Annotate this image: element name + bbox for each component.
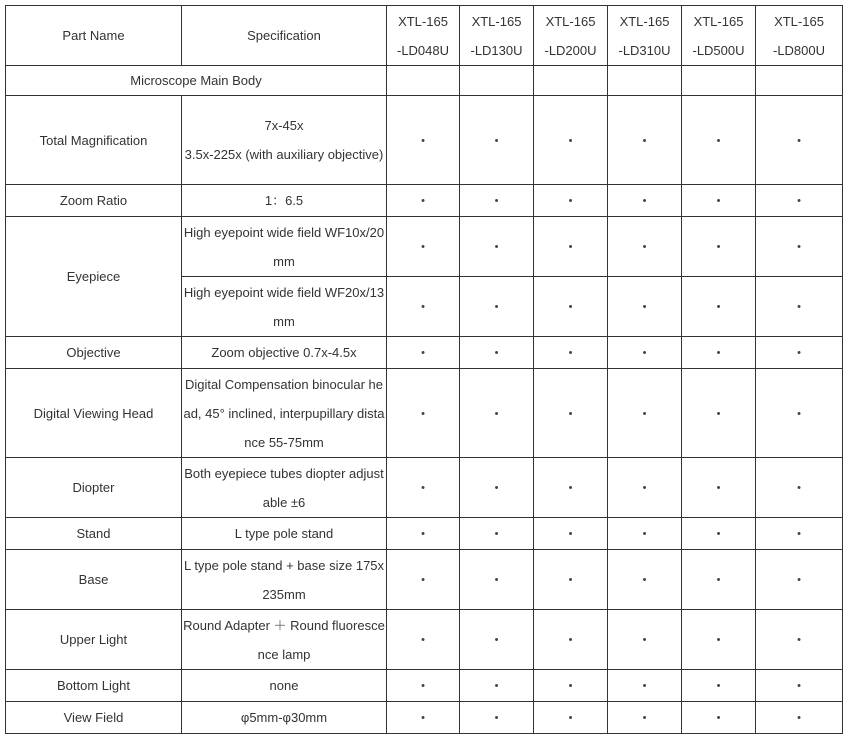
specification: Both eyepiece tubes diopter adjustable ±6 <box>182 458 387 518</box>
table-row <box>6 96 843 185</box>
part-name: Zoom Ratio <box>6 185 182 217</box>
availability-dot: • <box>608 369 682 458</box>
availability-dot: • <box>756 518 843 550</box>
header-model: XTL-165 -LD500U <box>682 6 756 66</box>
header-model: XTL-165 -LD200U <box>534 6 608 66</box>
part-name: Eyepiece <box>6 217 182 337</box>
availability-dot: • <box>534 670 608 702</box>
table-row <box>6 217 843 277</box>
part-name: View Field <box>6 702 182 734</box>
part-name: Digital Viewing Head <box>6 369 182 458</box>
availability-dot: • <box>756 670 843 702</box>
specification: Round Adapter ＋ Round fluorescence lamp <box>182 610 387 670</box>
specification: High eyepoint wide field WF20x/13mm <box>182 277 387 337</box>
part-name: Objective <box>6 337 182 369</box>
availability-dot: • <box>682 458 756 518</box>
availability-dot: • <box>534 550 608 610</box>
availability-dot: • <box>682 702 756 734</box>
table-row <box>6 670 843 702</box>
availability-dot: • <box>534 185 608 217</box>
availability-dot: • <box>387 702 460 734</box>
availability-dot: • <box>534 217 608 277</box>
header-model: XTL-165 -LD800U <box>756 6 843 66</box>
availability-dot: • <box>756 458 843 518</box>
availability-dot: • <box>756 337 843 369</box>
availability-dot: • <box>387 610 460 670</box>
specification: L type pole stand <box>182 518 387 550</box>
availability-dot: • <box>682 670 756 702</box>
availability-dot: • <box>460 277 534 337</box>
availability-dot: • <box>608 217 682 277</box>
part-name: Base <box>6 550 182 610</box>
specification: 7x-45x 3.5x-225x (with auxiliary objective) <box>182 96 387 185</box>
availability-dot: • <box>608 670 682 702</box>
availability-dot: • <box>756 185 843 217</box>
availability-dot: • <box>682 610 756 670</box>
part-name: Upper Light <box>6 610 182 670</box>
table-row <box>6 518 843 550</box>
availability-dot: • <box>608 277 682 337</box>
header-model: XTL-165 -LD310U <box>608 6 682 66</box>
table-row <box>6 702 843 734</box>
availability-dot: • <box>682 96 756 185</box>
availability-dot: • <box>534 702 608 734</box>
part-name: Stand <box>6 518 182 550</box>
availability-dot: • <box>534 369 608 458</box>
availability-dot: • <box>756 277 843 337</box>
availability-dot: • <box>387 277 460 337</box>
availability-dot: • <box>608 702 682 734</box>
section-title: Microscope Main Body <box>6 66 387 96</box>
specification: none <box>182 670 387 702</box>
availability-dot: • <box>460 96 534 185</box>
availability-dot: • <box>460 518 534 550</box>
table-row <box>6 369 843 458</box>
availability-dot: • <box>534 458 608 518</box>
availability-dot: • <box>387 185 460 217</box>
availability-dot: • <box>460 369 534 458</box>
availability-dot: • <box>387 458 460 518</box>
availability-dot: • <box>387 518 460 550</box>
table-row <box>6 337 843 369</box>
availability-dot: • <box>682 277 756 337</box>
header-model: XTL-165 -LD130U <box>460 6 534 66</box>
availability-dot: • <box>534 96 608 185</box>
specification: L type pole stand + base size 175x235mm <box>182 550 387 610</box>
availability-dot: • <box>460 458 534 518</box>
availability-dot: • <box>608 337 682 369</box>
availability-dot: • <box>608 96 682 185</box>
availability-dot: • <box>460 610 534 670</box>
table-row <box>6 185 843 217</box>
header-part-name: Part Name <box>6 6 182 66</box>
availability-dot: • <box>682 337 756 369</box>
specification: High eyepoint wide field WF10x/20mm <box>182 217 387 277</box>
availability-dot: • <box>387 369 460 458</box>
part-name: Bottom Light <box>6 670 182 702</box>
availability-dot: • <box>387 217 460 277</box>
header-model: XTL-165 -LD048U <box>387 6 460 66</box>
availability-dot: • <box>756 369 843 458</box>
availability-dot: • <box>682 369 756 458</box>
availability-dot: • <box>756 610 843 670</box>
part-name: Total Magnification <box>6 96 182 185</box>
availability-dot: • <box>460 217 534 277</box>
availability-dot: • <box>387 550 460 610</box>
availability-dot: • <box>534 518 608 550</box>
specification: Zoom objective 0.7x-4.5x <box>182 337 387 369</box>
specification: φ5mm-φ30mm <box>182 702 387 734</box>
availability-dot: • <box>756 550 843 610</box>
availability-dot: • <box>460 337 534 369</box>
availability-dot: • <box>682 185 756 217</box>
availability-dot: • <box>608 185 682 217</box>
availability-dot: • <box>387 670 460 702</box>
availability-dot: • <box>682 217 756 277</box>
availability-dot: • <box>608 550 682 610</box>
availability-dot: • <box>460 550 534 610</box>
availability-dot: • <box>534 610 608 670</box>
availability-dot: • <box>756 702 843 734</box>
availability-dot: • <box>387 96 460 185</box>
availability-dot: • <box>608 518 682 550</box>
availability-dot: • <box>682 518 756 550</box>
availability-dot: • <box>756 217 843 277</box>
spec-table <box>5 5 843 734</box>
availability-dot: • <box>534 337 608 369</box>
availability-dot: • <box>460 702 534 734</box>
header-specification: Specification <box>182 6 387 66</box>
availability-dot: • <box>387 337 460 369</box>
availability-dot: • <box>460 185 534 217</box>
availability-dot: • <box>460 670 534 702</box>
availability-dot: • <box>534 277 608 337</box>
availability-dot: • <box>608 458 682 518</box>
part-name: Diopter <box>6 458 182 518</box>
specification: 1：6.5 <box>182 185 387 217</box>
section-row <box>6 66 843 96</box>
availability-dot: • <box>608 610 682 670</box>
table-row <box>6 458 843 518</box>
table-row <box>6 550 843 610</box>
table-row <box>6 610 843 670</box>
availability-dot: • <box>682 550 756 610</box>
availability-dot: • <box>756 96 843 185</box>
specification: Digital Compensation binocular head, 45° inclined, interpupillary distance 55-75mm <box>182 369 387 458</box>
header-row <box>6 6 843 66</box>
